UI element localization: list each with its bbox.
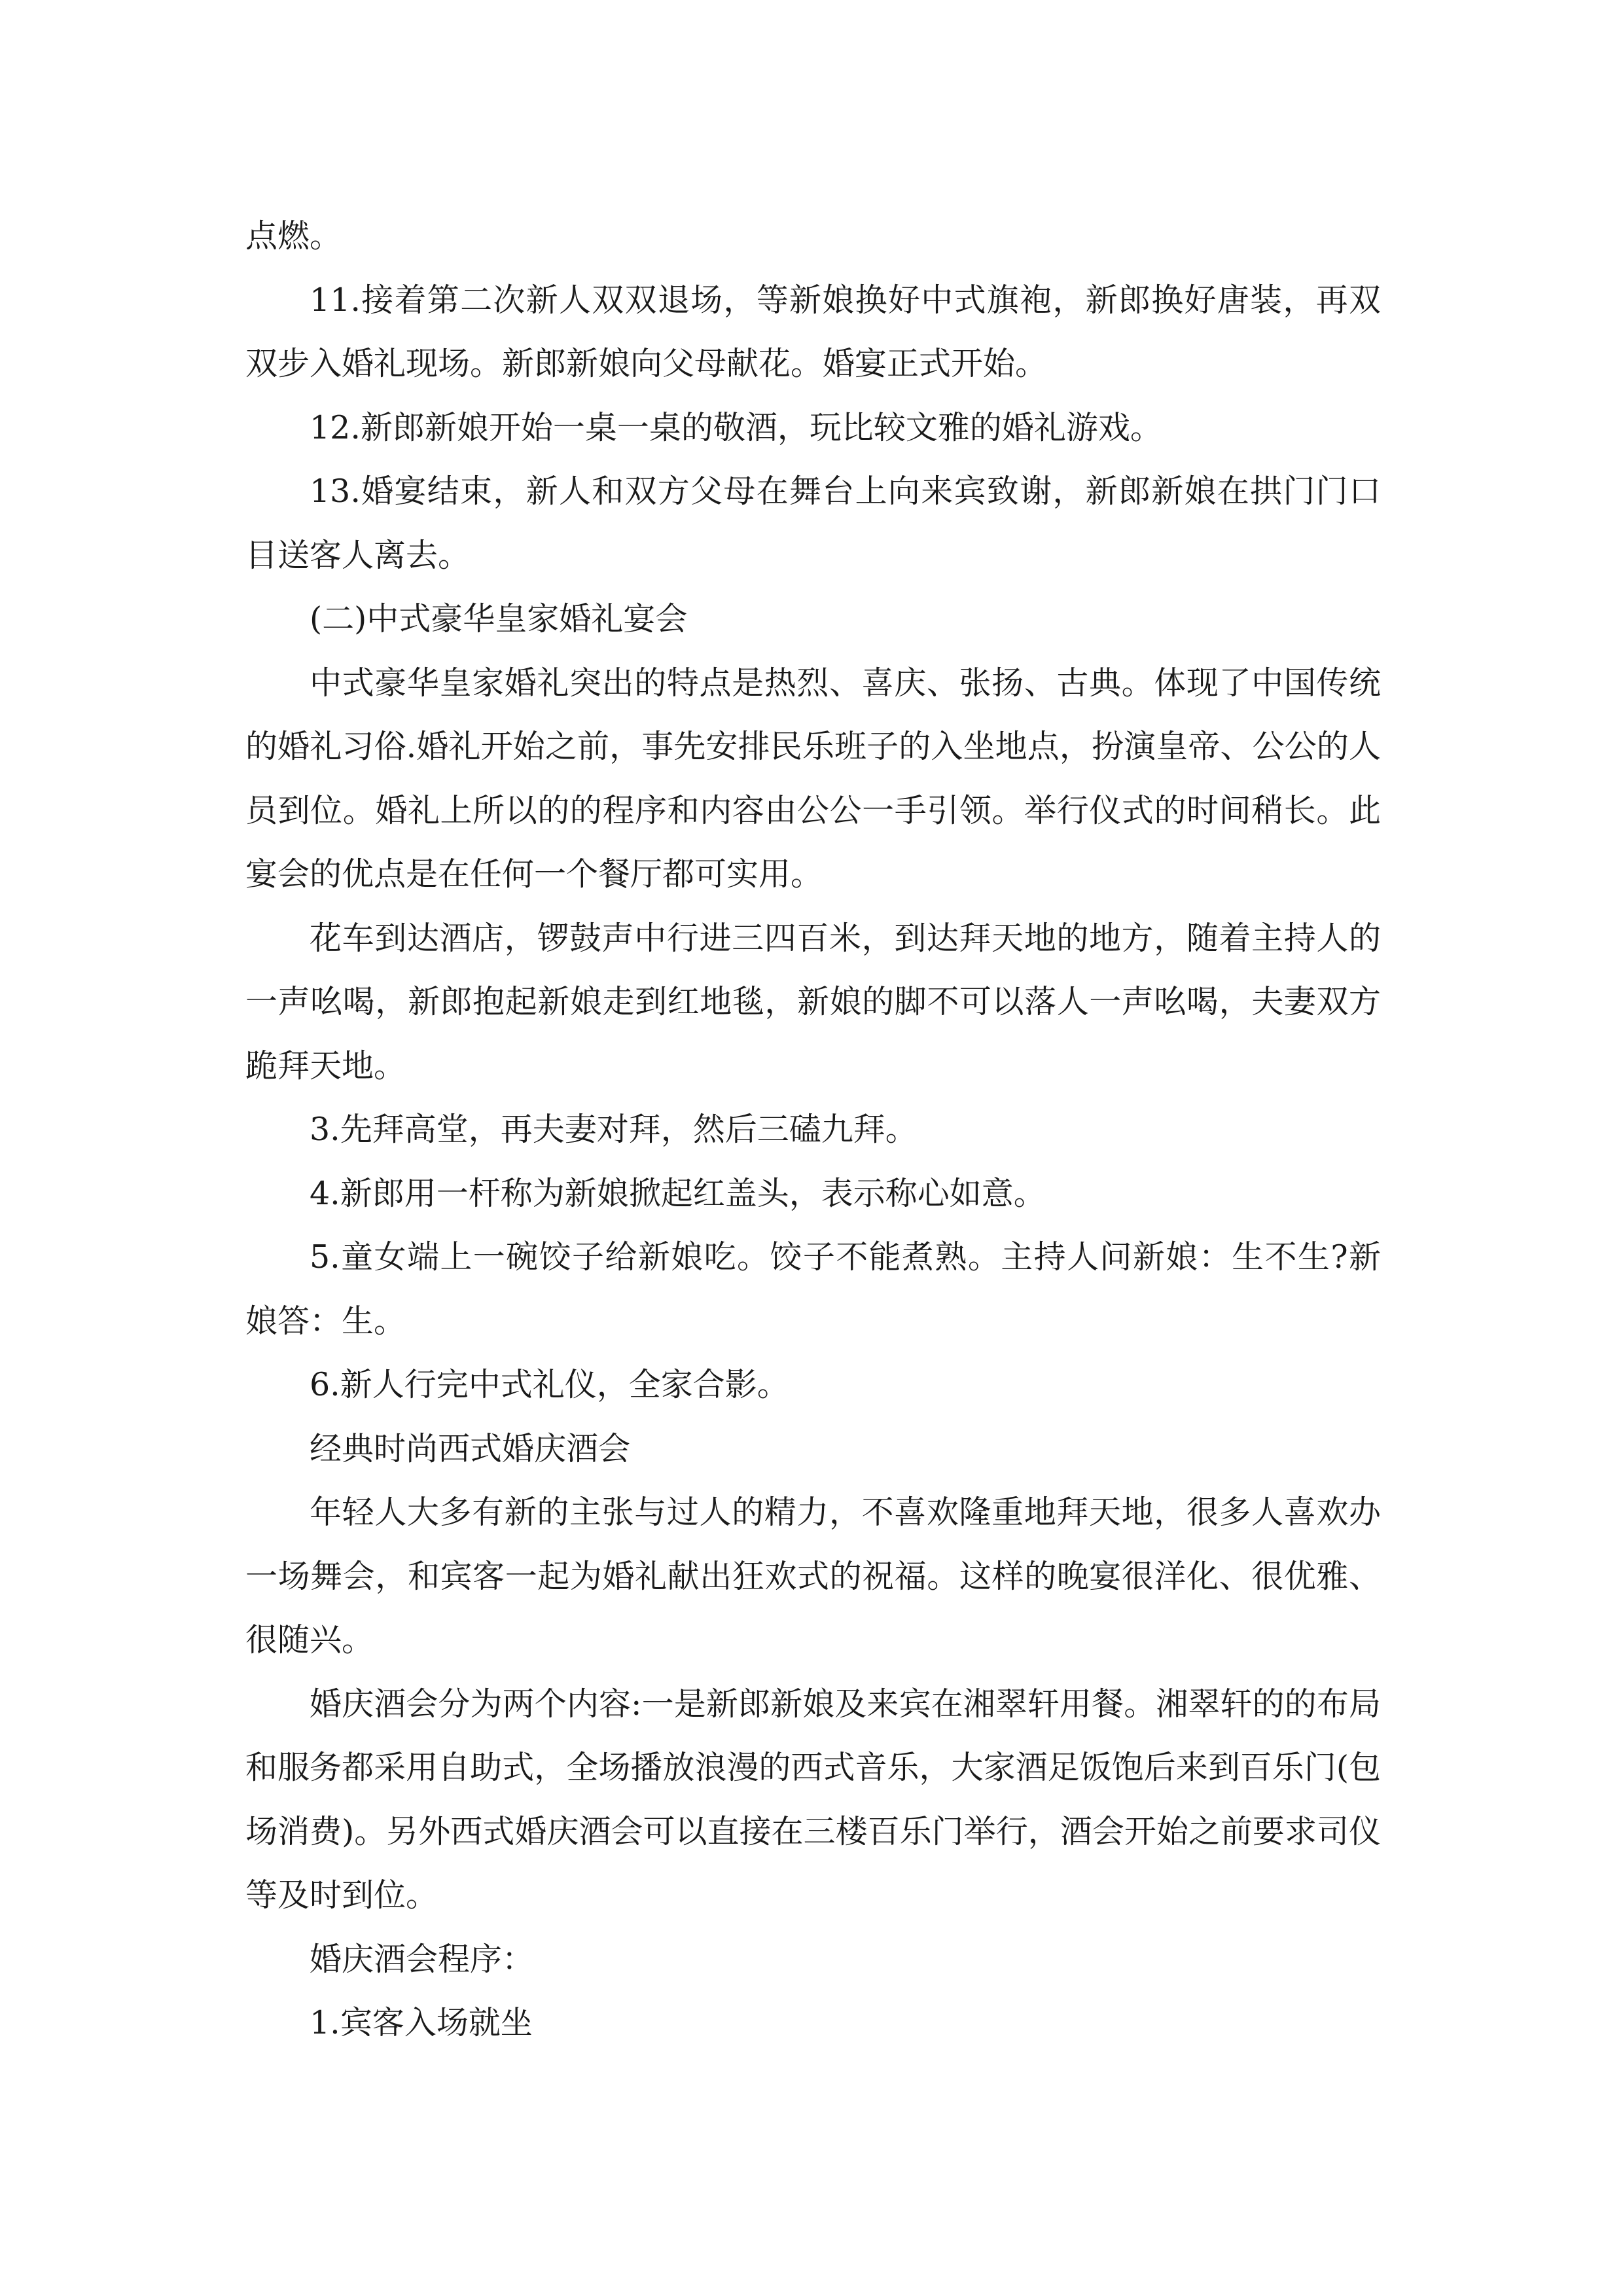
paragraph-2: 11.接着第二次新人双双退场，等新娘换好中式旗袍，新郎换好唐装，再双双步入婚礼现场。新郎新娘向父母献花。婚宴正式开始。 [245,281,1381,382]
paragraph-11: 6.新人行完中式礼仪，全家合影。 [310,1366,789,1403]
paragraph-10: 5.童女端上一碗饺子给新娘吃。饺子不能煮熟。主持人问新娘：生不生?新娘答：生。 [245,1238,1381,1340]
paragraph-6: 中式豪华皇家婚礼突出的特点是热烈、喜庆、张扬、古典。体现了中国传统的婚礼习俗.婚礼开始之前，事先安排民乐班子的入坐地点，扮演皇帝、公公的人员到位。婚礼上所以的的程序和内容由公公一手引领。举行仪式的时间稍长。此宴会的优点是在任何一个餐厅都可实用。 [245,664,1381,893]
section-heading-chinese-royal-wedding: (二)中式豪华皇家婚礼宴会 [310,600,688,637]
paragraph-13: 年轻人大多有新的主张与过人的精力，不喜欢隆重地拜天地，很多人喜欢办一场舞会，和宾客一起为婚礼献出狂欢式的祝福。这样的晚宴很洋化、很优雅、很随兴。 [245,1494,1381,1659]
section-heading-western-reception: 经典时尚西式婚庆酒会 [310,1429,631,1467]
paragraph-16: 1.宾客入场就坐 [310,2004,533,2041]
paragraph-4: 13.婚宴结束，新人和双方父母在舞台上向来宾致谢，新郎新娘在拱门门口目送客人离去。 [245,473,1381,574]
document-body [245,204,1381,2055]
paragraph-8: 3.先拜高堂，再夫妻对拜，然后三磕九拜。 [310,1111,918,1148]
paragraph-7: 花车到达酒店，锣鼓声中行进三四百米，到达拜天地的地方，随着主持人的一声吆喝，新郎抱起新娘走到红地毯，新娘的脚不可以落人一声吆喝，夫妻双方跪拜天地。 [245,919,1381,1085]
paragraph-3: 12.新郎新娘开始一桌一桌的敬酒，玩比较文雅的婚礼游戏。 [310,408,1162,446]
paragraph-15: 婚庆酒会程序： [310,1940,535,1978]
paragraph-9: 4.新郎用一杆称为新娘掀起红盖头，表示称心如意。 [310,1174,1046,1212]
paragraph-14: 婚庆酒会分为两个内容:一是新郎新娘及来宾在湘翠轩用餐。湘翠轩的的布局和服务都采用自助式，全场播放浪漫的西式音乐，大家酒足饭饱后来到百乐门(包场消费)。另外西式婚庆酒会可以直接在三楼百乐门举行，酒会开始之前要求司仪等及时到位。 [245,1685,1381,1914]
paragraph-1: 点燃。 [245,217,342,255]
